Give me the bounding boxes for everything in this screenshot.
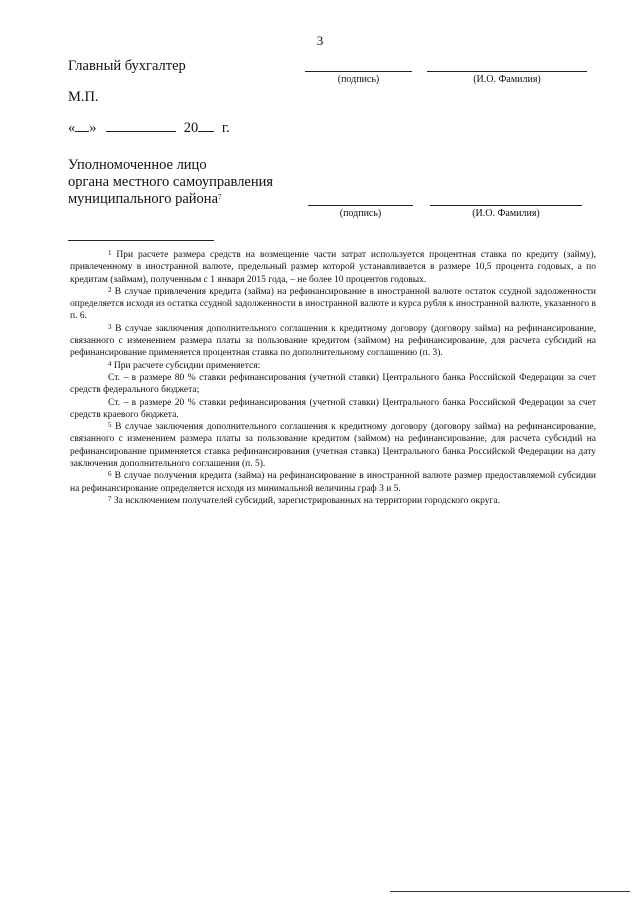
footnote-text: Ст. – в размере 80 % ставки рефинансирования (учетной ставки) Центрального банка Российской Федерации за счет средств федерального бюджета; — [70, 372, 596, 396]
authorized-signature-caption: (подпись) — [339, 208, 382, 219]
footnote-4-item-federal — [70, 372, 596, 397]
chief-accountant-name-caption: (И.О. Фамилия) — [473, 74, 541, 85]
page-number: 3 — [316, 33, 324, 48]
footnote-7 — [70, 495, 596, 507]
footnote-5 — [70, 421, 596, 470]
footnote-number: 7 — [108, 494, 112, 503]
footnote-6 — [70, 470, 596, 495]
footnote-text: При расчете субсидии применяется: — [113, 360, 261, 371]
date-month-blank — [106, 120, 176, 132]
footnotes — [70, 249, 596, 507]
date-day-blank — [75, 120, 89, 132]
footnote-3 — [70, 323, 596, 360]
footnote-number: 5 — [108, 421, 112, 430]
footnote-4-item-regional — [70, 397, 596, 422]
date-line — [68, 120, 230, 137]
date-year-blank — [198, 120, 214, 132]
footnote-text: При расчете размера средств на возмещение части затрат используется процентная ставка по кредиту (займу), привлеченному в иностранной валюте, предельный размер которой устанавливается в размере 10,5 процента годовых, а по кредитам (займам), полученным с 1 января 2015 года, – не более 10 процентов годовых. — [70, 250, 596, 285]
chief-accountant-signature-line — [305, 71, 412, 72]
footnote-text: В случае заключения дополнительного соглашения к кредитному договору (договору займа) на рефинансирование, связанного с изменением размера платы за пользование кредитом (займом) на рефинансирование, для расчета субсидий на рефинансирование применяется ставка рефинансирования (учетная ставка) Центрального банка Российской Федерации на дату заключения дополнительного соглашения (п. 5). — [70, 422, 597, 470]
footnote-number: 6 — [108, 470, 112, 479]
authorized-person-line1: Уполномоченное лицо — [68, 157, 207, 173]
chief-accountant-signature-caption: (подпись) — [337, 74, 380, 85]
seal-mark: М.П. — [68, 89, 99, 105]
footnote-text: Ст. – в размере 20 % ставки рефинансирования (учетной ставки) Центрального банка Российской Федерации за счет средств краевого бюджета. — [70, 397, 596, 420]
bottom-edge-line — [390, 891, 630, 892]
footnote-4 — [70, 360, 596, 372]
footnote-number: 2 — [108, 285, 112, 294]
date-open-quote: « — [68, 120, 76, 136]
authorized-signature-line — [308, 205, 413, 206]
footnote-number: 4 — [108, 359, 112, 368]
footnote-number: 1 — [108, 249, 112, 257]
footnote-separator — [68, 240, 214, 241]
footnote-text: За исключением получателей субсидий, зарегистрированных на территории городского округа. — [113, 495, 500, 506]
footnote-text: В случае заключения дополнительного соглашения к кредитному договору (договору займа) на рефинансирование, связанного с изменением размера платы за пользование кредитом (займом) на рефинансирование, для расчета субсидий на рефинансирование применяется процентная ставка по дополнительному соглашению (п. 3). — [70, 323, 597, 359]
footnote-1 — [70, 249, 596, 286]
chief-accountant-label: Главный бухгалтер — [68, 58, 186, 74]
authorized-name-line — [430, 205, 582, 206]
footnote-text: В случае получения кредита (займа) на рефинансирование в иностранной валюте размер предоставляемой субсидии на рефинансирование определяется исходя из минимальной величины граф 3 и 5. — [70, 471, 597, 494]
authorized-person-line2: органа местного самоуправления — [68, 174, 274, 190]
footnote-text: В случае привлечения кредита (займа) на рефинансирование в иностранной валюте остаток ссудной задолженности определяется исходя из остатка ссудной задолженности в иностранной валюте и курса рубля к иностранной валюте, указанного в п. 6. — [70, 286, 597, 322]
footnote-2 — [70, 286, 596, 323]
authorized-person-line3 — [68, 191, 222, 208]
chief-accountant-name-line — [427, 71, 587, 72]
authorized-name-caption: (И.О. Фамилия) — [472, 208, 540, 219]
authorized-person-line3-text: муниципального района — [68, 191, 218, 207]
date-year-suffix: г. — [221, 120, 230, 136]
date-close-quote: » — [89, 120, 97, 136]
date-year-prefix: 20 — [183, 120, 199, 136]
footnote-number: 3 — [108, 322, 112, 331]
footnote-ref-7: 7 — [218, 193, 222, 201]
